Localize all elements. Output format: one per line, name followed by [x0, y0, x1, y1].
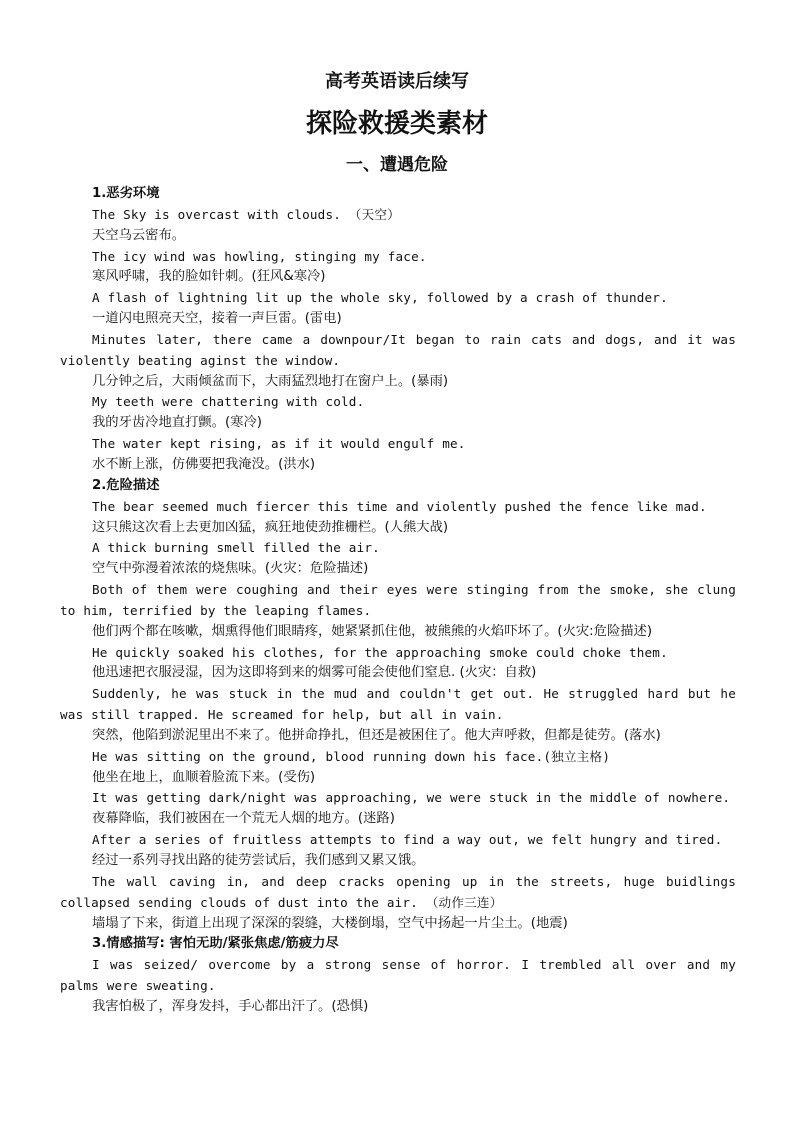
- document-body: [60, 184, 736, 1018]
- chinese-translation: 一道闪电照亮天空，接着一声巨雷。(雷电): [92, 311, 342, 327]
- english-sentence: The water kept rising, as if it would engulf me.: [92, 436, 466, 452]
- english-sentence: The icy wind was howling, stinging my face.: [92, 248, 427, 264]
- english-sentence: Both of them were coughing and their eyes were stinging from the smoke, she clung to him, terrified by the leaping flames.: [60, 582, 736, 618]
- chinese-translation: 我害怕极了，浑身发抖，手心都出汗了。(恐惧): [92, 998, 369, 1014]
- subsection-heading: 1.恶劣环境: [92, 186, 160, 201]
- chinese-translation: 我的牙齿冷地直打颤。(寒冷): [92, 415, 262, 431]
- subsection-heading: 2.危险描述: [92, 477, 160, 493]
- chinese-translation: 突然，他陷到淤泥里出不来了。他拼命挣扎，但还是被困住了。他大声呼救，但都是徒劳。(落水): [92, 727, 661, 743]
- english-sentence: Suddenly, he was stuck in the mud and couldn't get out. He struggled hard but he was still trapped. He screamed for help, but all in vain.: [60, 686, 736, 723]
- english-sentence: My teeth were chattering with cold.: [92, 394, 365, 410]
- chinese-translation: 墙塌了下来，街道上出现了深深的裂缝，大楼倒塌，空气中扬起一片尘土。(地震): [92, 915, 568, 931]
- chinese-translation: 几分钟之后，大雨倾盆而下，大雨猛烈地打在窗户上。(暴雨): [92, 373, 449, 389]
- section-heading: 一、遭遇危险: [346, 155, 448, 175]
- english-sentence: I was seized/ overcome by a strong sense of horror. I trembled all over and my palms were sweating.: [60, 957, 736, 994]
- document-subtitle: 探险救援类素材: [305, 109, 488, 139]
- chinese-translation: 经过一系列寻找出路的徒劳尝试后，我们感到又累又饿。: [92, 853, 425, 868]
- chinese-translation: 天空乌云密布。: [92, 227, 186, 243]
- english-sentence: The Sky is overcast with clouds. （天空）: [92, 206, 400, 222]
- english-sentence: He quickly soaked his clothes, for the approaching smoke could choke them.: [92, 644, 668, 660]
- chinese-translation: 水不断上涨，仿佛要把我淹没。(洪水): [92, 456, 316, 472]
- chinese-translation: 空气中弥漫着浓浓的烧焦味。(火灾：危险描述): [92, 561, 369, 577]
- chinese-translation: 夜幕降临，我们被困在一个荒无人烟的地方。(迷路): [92, 811, 395, 827]
- chinese-translation: 寒风呼啸，我的脸如针刺。(狂风&寒冷): [92, 269, 326, 285]
- english-sentence: A flash of lightning lit up the whole sky, followed by a crash of thunder.: [92, 290, 668, 306]
- english-sentence: He was sitting on the ground, blood running down his face.(独立主格): [92, 748, 611, 764]
- subsection-heading: 3.情感描写: 害怕无助/紧张焦虑/筋疲力尽: [92, 936, 339, 952]
- chinese-translation: 他坐在地上，血顺着脸流下来。(受伤): [92, 769, 316, 785]
- english-sentence: The wall caving in, and deep cracks opening up in the streets, huge buidlings collapsed sending clouds of dust into the air. （动作三连）: [60, 873, 736, 910]
- english-sentence: A thick burning smell filled the air.: [92, 540, 380, 556]
- english-sentence: After a series of fruitless attempts to find a way out, we felt hungry and tired.: [92, 832, 723, 848]
- chinese-translation: 这只熊这次看上去更加凶猛，疯狂地使劲推栅栏。(人熊大战): [92, 519, 449, 535]
- chinese-translation: 他迅速把衣服浸湿，因为这即将到来的烟雾可能会使他们窒息. (火灾：自救): [92, 665, 537, 681]
- english-sentence: It was getting dark/night was approaching, we were stuck in the middle of nowhere.: [92, 790, 731, 806]
- english-sentence: Minutes later, there came a downpour/It began to rain cats and dogs, and it was violently beating aginst the window.: [60, 331, 736, 368]
- english-sentence: The bear seemed much fiercer this time and violently pushed the fence like mad.: [92, 498, 707, 514]
- document-title: 高考英语读后续写: [325, 71, 469, 92]
- chinese-translation: 他们两个都在咳嗽，烟熏得他们眼睛疼，她紧紧抓住他，被熊熊的火焰吓坏了。(火灾:危险描述): [92, 623, 653, 639]
